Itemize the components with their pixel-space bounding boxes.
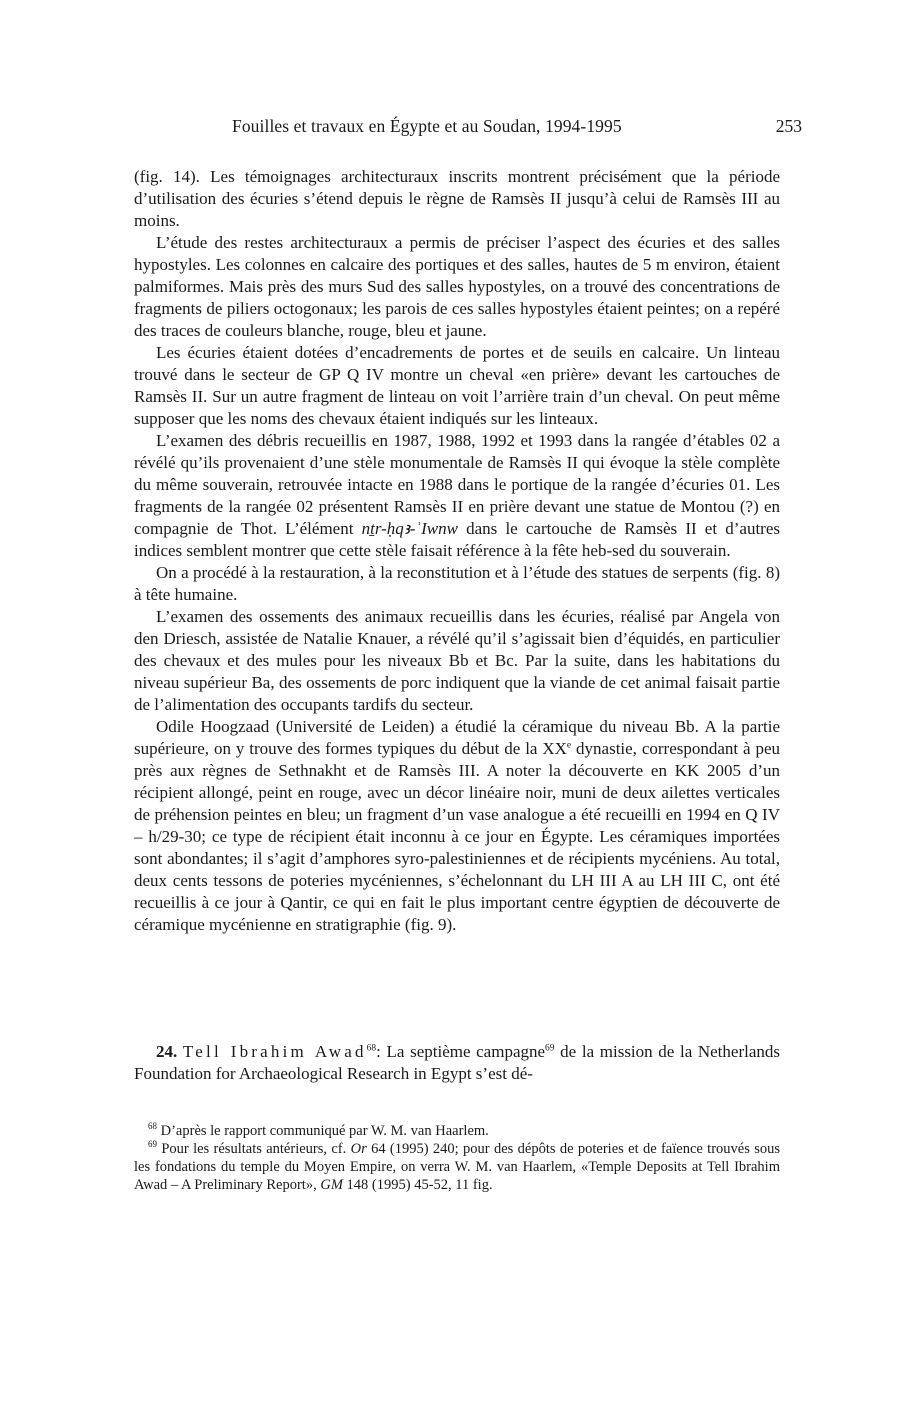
- paragraph: (fig. 14). Les témoignages architecturaux inscrits montrent précisément que la période d’utilisation des écuries s’étend depuis le règne de Ramsès II jusqu’à celui de Ramsès III au moins.: [134, 167, 780, 230]
- section-text: : La septième campagne: [376, 1042, 546, 1061]
- body-text: [134, 166, 780, 936]
- footnote-mark: 69: [148, 1139, 157, 1150]
- paragraph: [134, 716, 780, 936]
- paragraph-text: L’examen des débris recueillis en 1987, 1988, 1992 et 1993 dans la rangée d’étables 02 a révélé qu’ils provenaient d’une stèle monumentale de Ramsès II qui évoque la stèle complète du même souverain, retrouvée intacte en 1988 dans le portique de la rangée d’écuries 01. Les fragments de la rangée 02 présentent Ramsès II en prière devant une statue de Montou (?) en compagnie de Thot. L’élément: [134, 431, 780, 538]
- section-24: [134, 1041, 780, 1085]
- section-number: 24.: [156, 1042, 178, 1061]
- footnote-text: Pour les résultats antérieurs, cf.: [157, 1141, 351, 1157]
- footnote: [134, 1140, 780, 1194]
- footnote-text: D’après le rapport communiqué par W. M. van Haarlem.: [157, 1123, 489, 1139]
- footnotes: [134, 1122, 780, 1194]
- paragraph: On a procédé à la restauration, à la reconstitution et à l’étude des statues de serpents (fig. 8) à tête humaine.: [134, 563, 780, 604]
- site-name: Tell Ibrahim Awad: [182, 1042, 367, 1061]
- footnote: [134, 1122, 780, 1140]
- footnote-mark: 68: [148, 1121, 157, 1132]
- journal-abbrev: Or: [350, 1141, 367, 1157]
- paragraph: [134, 430, 780, 562]
- paragraph-text: dans le cartouche de Ramsès II et d’autres indices semblent montrer que cette stèle faisait référence à la fête heb-sed du souverain.: [134, 519, 780, 560]
- footnote-text: 64 (1995) 240; pour des dépôts de poteries et de faïence trouvés sous les fondations du temple du Moyen Empire, on verra W. M. van Haarlem, «Temple Deposits at Tell Ibrahim Awad – A Preliminary Report»,: [134, 1141, 780, 1193]
- transliteration: nṯr-ḥqꜣ-ʾIwnw: [361, 519, 458, 538]
- footnote-ref[interactable]: 68: [366, 1043, 377, 1054]
- paragraph: L’étude des restes architecturaux a permis de préciser l’aspect des écuries et des salles hypostyles. Les colonnes en calcaire des portiques et des salles, hautes de 5 m environ, étaient palmiformes. Mais près des murs Sud des salles hypostyles, on a trouvé des concentrations de fragments de piliers octogonaux; les parois de ces salles hypostyles étaient peintes; on a repéré des traces de couleurs blanche, rouge, bleu et jaune.: [134, 233, 780, 340]
- page-number: 253: [775, 116, 802, 136]
- footnote-text: 148 (1995) 45-52, 11 fig.: [342, 1177, 493, 1193]
- paragraph-text: Odile Hoogzaad (Université de Leiden) a étudié la céramique du niveau Bb. A la partie supérieure, on y trouve des formes typiques du début de la XX: [134, 717, 780, 758]
- journal-abbrev: GM: [320, 1177, 343, 1193]
- paragraph: L’examen des ossements des animaux recueillis dans les écuries, réalisé par Angela von den Driesch, assistée de Natalie Knauer, a révélé qu’il s’agissait bien d’équidés, en particulier des chevaux et des mules pour les niveaux Bb et Bc. Par la suite, dans les habitations du niveau supérieur Ba, des ossements de porc indiquent que la viande de cet animal faisait partie de l’alimentation des occupants tardifs du secteur.: [134, 607, 780, 714]
- paragraph-text: dynastie, correspondant à peu près aux règnes de Sethnakht et de Ramsès III. A noter la découverte en KK 2005 d’un récipient allongé, peint en rouge, avec un décor linéaire noir, muni de deux ailettes verticales de préhension peintes en bleu; un fragment d’un vase analogue a été recueilli en 1994 en Q IV – h/29-30; ce type de récipient était inconnu à ce jour en Égypte. Les céramiques importées sont abondantes; il s’agit d’amphores syro-palestiniennes et de récipients mycéniens. Au total, deux cents tessons de poteries mycéniennes, s’échelonnant du LH III A au LH III C, ont été recueillis à ce jour à Qantir, ce qui en fait le plus important centre égyptien de découverte de céramique mycénienne en stratigraphie (fig. 9).: [134, 739, 781, 934]
- paragraph: Les écuries étaient dotées d’encadrements de portes et de seuils en calcaire. Un linteau trouvé dans le secteur de GP Q IV montre un cheval «en prière» devant les cartouches de Ramsès II. Sur un autre fragment de linteau on voit l’arrière train d’un cheval. On peut même supposer que les noms des chevaux étaient indiqués sur les linteaux.: [134, 343, 780, 428]
- footnote-ref[interactable]: 69: [545, 1043, 555, 1054]
- superscript: e: [566, 740, 572, 751]
- running-head: Fouilles et travaux en Égypte et au Soudan, 1994-1995: [232, 116, 622, 136]
- section-text: de la mission de la Netherlands Foundation for Archaeological Research in Egypt s’est dé-: [134, 1042, 781, 1083]
